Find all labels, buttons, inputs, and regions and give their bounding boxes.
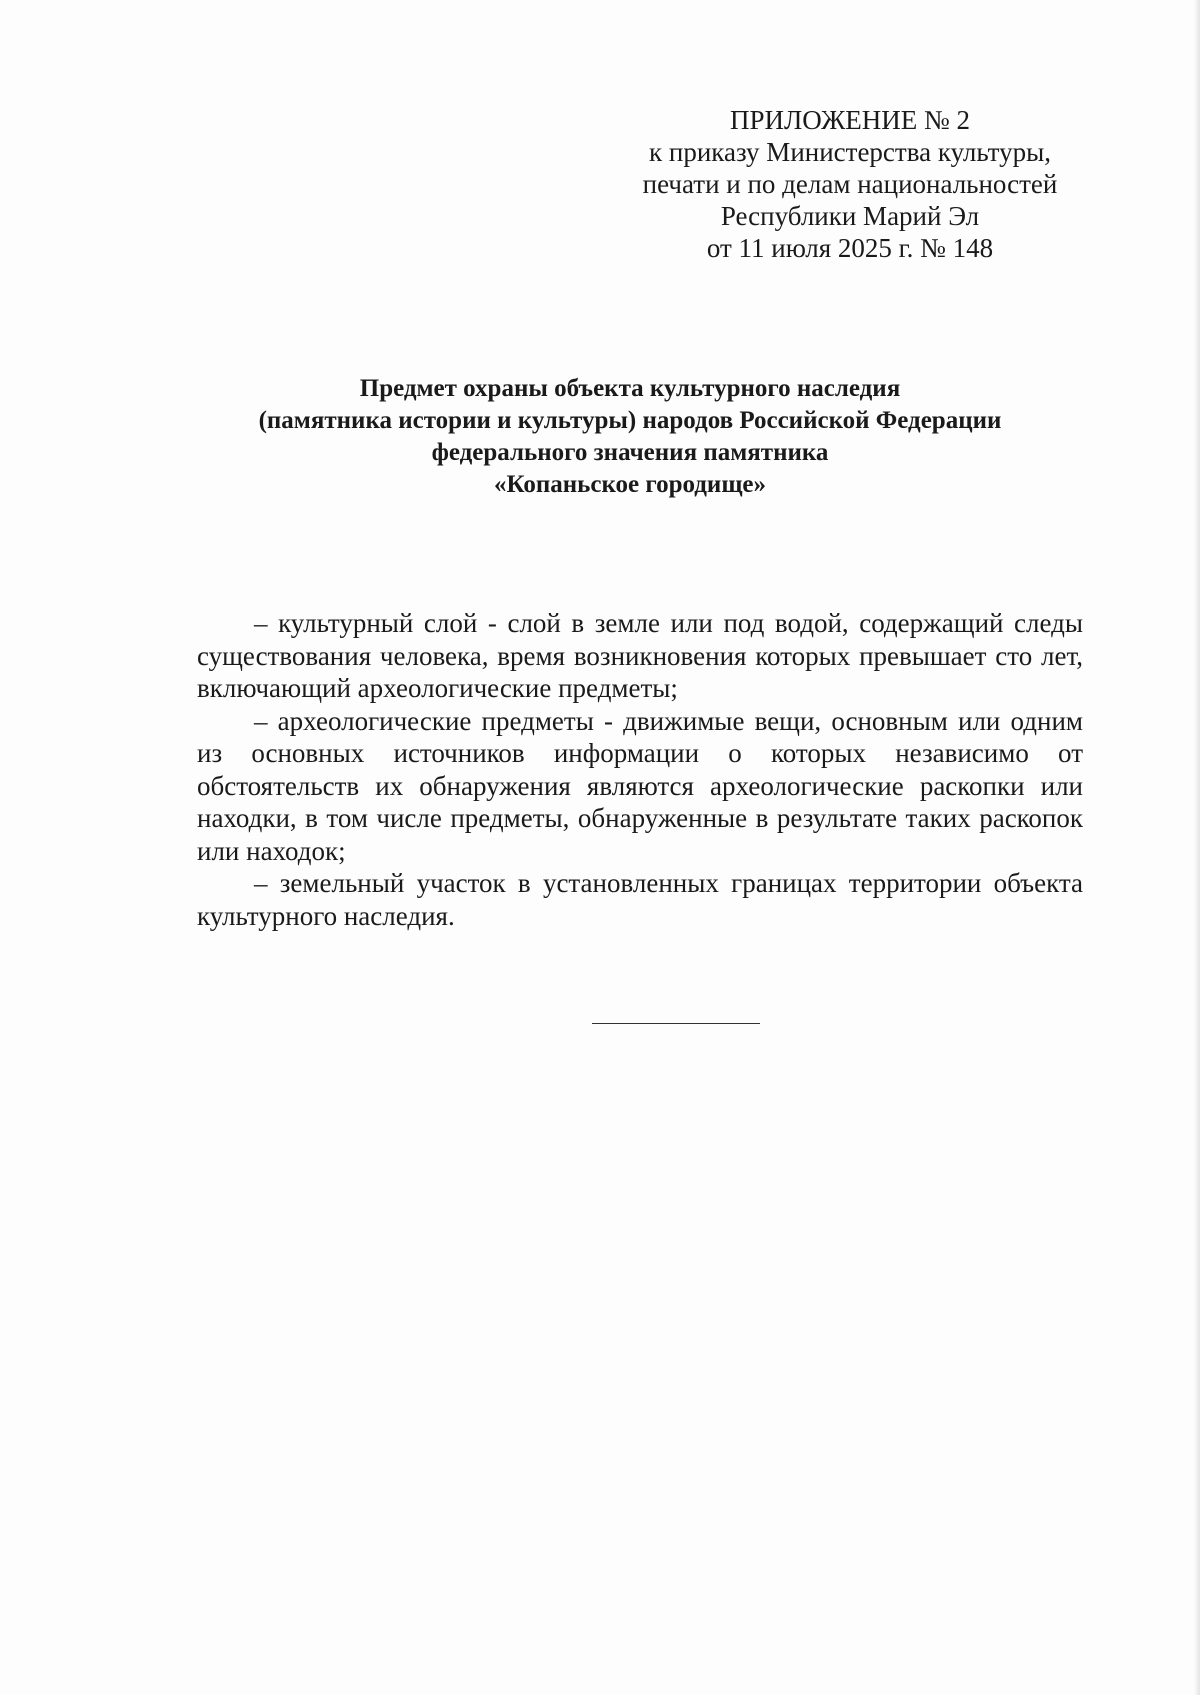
list-item-cultural-layer: – культурный слой - слой в земле или под водой, содержащий следы существования человека, время возникновения которых превышает сто лет, включающий археологические предметы; (197, 608, 1083, 703)
document-title (190, 373, 1070, 501)
list-item-land-plot: – земельный участок в установленных границах территории объекта культурного наследия. (197, 868, 1083, 931)
appendix-header (600, 104, 1100, 264)
end-divider-line (592, 1023, 760, 1024)
title-line: Предмет охраны объекта культурного наследия (359, 375, 901, 402)
appendix-order-line: Республики Марий Эл (720, 201, 980, 231)
appendix-order-line: к приказу Министерства культуры, (649, 137, 1051, 167)
appendix-number: ПРИЛОЖЕНИЕ № 2 (729, 105, 971, 135)
protection-subject-list (197, 607, 1083, 932)
title-line: (памятника истории и культуры) народов Российской Федерации (258, 407, 1002, 434)
list-item-archaeological-objects: – археологические предметы - движимые вещи, основным или одним из основных источников информации о которых независимо от обстоятельств их обнаружения являются археологические раскопки или находки, в том числе предметы, обнаруженные в результате таких раскопок или находок; (197, 705, 1083, 866)
appendix-order-line: печати и по делам национальностей (642, 169, 1058, 199)
title-line: «Копаньское городище» (493, 471, 767, 498)
appendix-order-date: от 11 июля 2025 г. № 148 (706, 233, 994, 263)
title-line: федерального значения памятника (431, 439, 829, 466)
page-edge-shadow (1194, 0, 1200, 1695)
